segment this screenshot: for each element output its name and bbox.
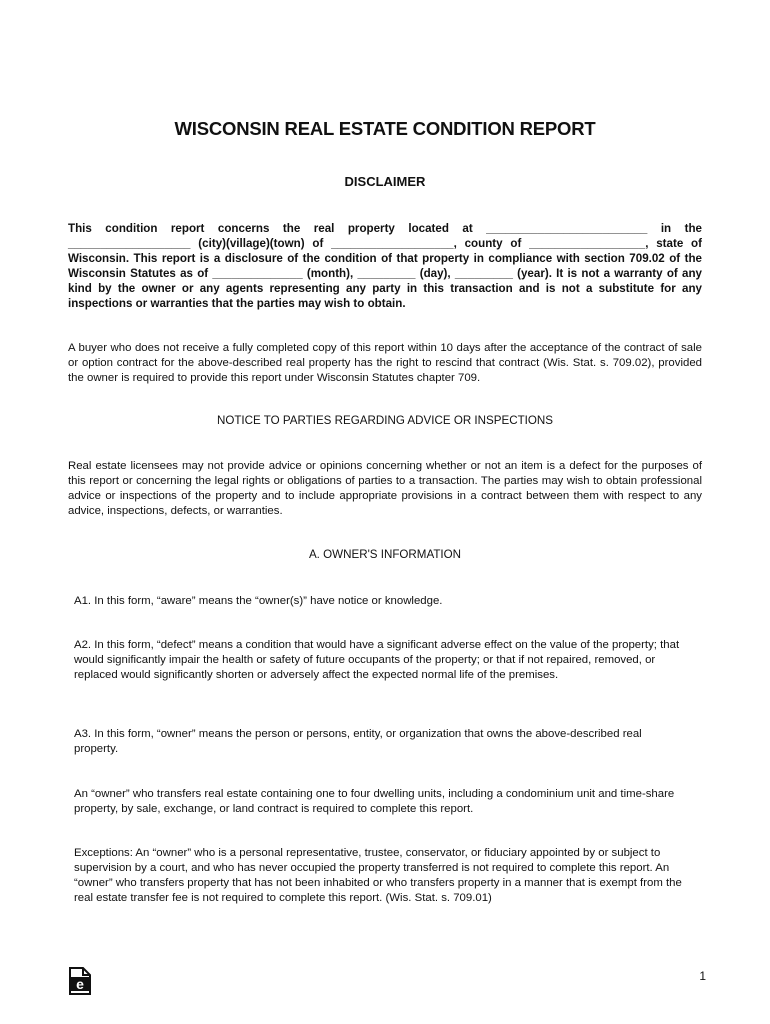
notice-heading: NOTICE TO PARTIES REGARDING ADVICE OR INSPECTIONS xyxy=(216,414,554,427)
owner-requirement-paragraph: An “owner” who transfers real estate containing one to four dwelling units, including a condominium unit and time-share property, by sale, exchange, or land contract is required to complete this report. xyxy=(74,788,675,815)
licensee-advice-paragraph: Real estate licensees may not provide advice or opinions concerning whether or not an item is a defect for the purposes of this report or concerning the legal rights or obligations of parties to a transaction. The parties may wish to obtain professional advice or inspections of the property and to include appropriate provisions in a contract between them with respect to any advice, inspections, defects, or warranties. xyxy=(68,460,702,517)
exceptions-paragraph: Exceptions: An “owner” who is a personal representative, trustee, conservator, or fiduciary appointed by or subject to supervision by a court, and who has never occupied the property transferred is not required to complete this report. An “owner” who transfers property that has not been inhabited or who transfers property in a manner that is exempt from the real estate transfer fee is not required to complete this report. (Wis. Stat. s. 709.01) xyxy=(74,847,682,904)
page-number: 1 xyxy=(699,969,706,983)
logo-letter: e xyxy=(76,976,84,992)
definition-a2: A2. In this form, “defect” means a condition that would have a significant adverse effect on the value of the property; that would significantly impair the health or safety of future occupants of the property; or that if not repaired, removed, or replaced would significantly shorten or adversely affect the expected normal life of the premises. xyxy=(74,639,680,681)
disclaimer-heading: DISCLAIMER xyxy=(344,174,426,189)
buyer-rescind-paragraph: A buyer who does not receive a fully completed copy of this report within 10 days after the acceptance of the contract of sale or option contract for the above-described real property has the right to rescind that contract (Wis. Stat. s. 709.02), provided the owner is required to provide this report under Wisconsin Statutes chapter 709. xyxy=(68,342,702,384)
document-title: WISCONSIN REAL ESTATE CONDITION REPORT xyxy=(174,118,596,139)
eforms-logo-icon xyxy=(68,967,92,995)
disclaimer-paragraph: This condition report concerns the real property located at _________________________ in the ___________________ (city)(village)(town) of ___________________, county of __________________, state of Wisconsin. This report is a disclosure of the condition of that property in compliance with section 709.02 of the Wisconsin Statutes as of ______________ (month), _________ (day), _________ (year). It is not a warranty of any kind by the owner or any agents representing any party in this transaction and is not a substitute for any inspections or warranties that the parties may wish to obtain. xyxy=(68,222,702,310)
section-a-heading: A. OWNER'S INFORMATION xyxy=(308,548,462,561)
definition-a3: A3. In this form, “owner” means the person or persons, entity, or organization that owns the above-described real property. xyxy=(74,728,642,755)
definition-a1: A1. In this form, “aware” means the “owner(s)” have notice or knowledge. xyxy=(74,595,443,607)
